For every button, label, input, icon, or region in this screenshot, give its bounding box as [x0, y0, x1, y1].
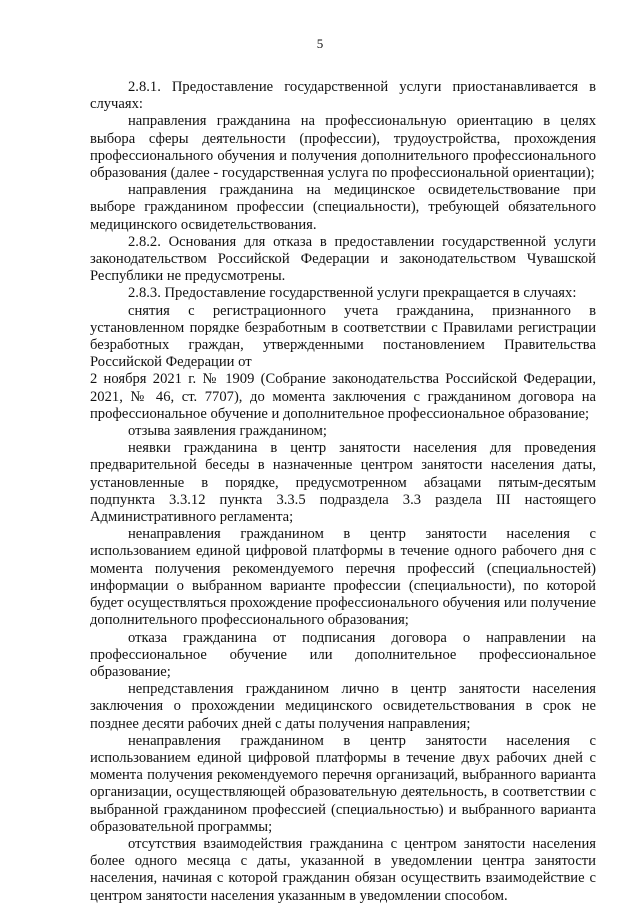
paragraph-no-interaction: отсутствия взаимодействия гражданина с центром занятости населения более одного месяца с даты, указанной в уведомлении центра занятости населения, начиная с которой гражданин обязан осуществить взаимодействие с центром занятости населения указанным в уведомлении способом. [90, 835, 596, 904]
paragraph-no-medical-report: непредставления гражданином лично в центр занятости населения заключения о прохождении медицинского освидетельствования в срок не позднее десяти рабочих дней с даты получения направления; [90, 681, 596, 732]
paragraph-no-profession-choice: ненаправления гражданином в центр занятости населения с использованием единой цифровой платформы в течение одного рабочего дня с момента получения рекомендуемого перечня профессий (специальностей) информации о выбранном варианте профессии (специальности), по которой будет осуществляться прохождение профессионального обучения или получение дополнительного профессионального образования; [90, 526, 596, 629]
paragraph-decree-reference: 2 ноября 2021 г. № 1909 (Собрание законодательства Российской Федерации, 2021, № 46, ст. 7707), до момента заключения с гражданином договора на профессиональное обучение и дополнительное профессиональное образование; [90, 371, 596, 422]
paragraph-2-8-2: 2.8.2. Основания для отказа в предоставлении государственной услуги законодательством Российской Федерации и законодательством Чувашской Республики не предусмотрены. [90, 233, 596, 285]
paragraph-deregistration: снятия с регистрационного учета гражданина, признанного в установленном порядке безработным в соответствии с Правилами регистрации безработных граждан, утвержденными постановлением Правительства Российской Федерации от [90, 302, 596, 371]
paragraph-no-organization-choice: ненаправления гражданином в центр занятости населения с использованием единой цифровой платформы в течение двух рабочих дней с момента получения рекомендуемого перечня организаций, выбранного варианта организации, осуществляющей образовательную деятельность, в соответствии с выбранной гражданином профессией (специальностью) и выбранного варианта образовательной программы; [90, 732, 596, 835]
paragraph-2-8-1: 2.8.1. Предоставление государственной услуги приостанавливается в случаях: [90, 79, 596, 113]
paragraph-2-8-3: 2.8.3. Предоставление государственной услуги прекращается в случаях: [128, 285, 577, 302]
paragraph-career-guidance: направления гражданина на профессиональную ориентацию в целях выбора сферы деятельности (профессии), трудоустройства, прохождения профессионального обучения и получения дополнительного профессионального образования (далее - государственная услуга по профессиональной ориентации); [90, 113, 596, 182]
paragraph-medical-exam: направления гражданина на медицинское освидетельствование при выборе гражданином профессии (специальности), требующей обязательного медицинского освидетельствования. [90, 182, 596, 233]
paragraph-application-withdrawal: отзыва заявления гражданином; [128, 423, 327, 440]
document-body [90, 79, 596, 905]
paragraph-contract-refusal: отказа гражданина от подписания договора о направлении на профессиональное обучение или дополнительное профессиональное образование; [90, 629, 596, 680]
page-number: 5 [316, 36, 324, 51]
paragraph-no-show: неявки гражданина в центр занятости населения для проведения предварительной беседы в назначенные центром занятости населения даты, установленные в порядке, предусмотренном абзацами пятым-десятым подпункта 3.3.12 пункта 3.3.5 подраздела 3.3 раздела III настоящего Административного регламента; [90, 440, 596, 526]
